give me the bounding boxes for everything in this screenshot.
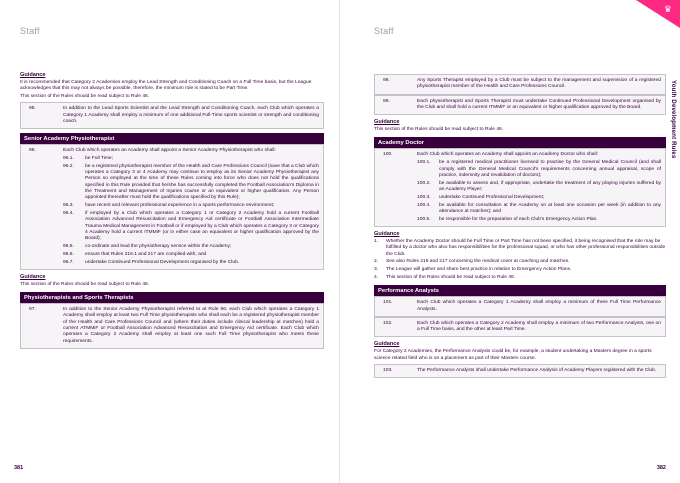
sub-rule-number: 96.2. [63, 163, 74, 169]
page-number-left: 381 [14, 465, 24, 471]
sub-rule-number: 96.3. [63, 203, 74, 209]
guidance-text: This section of the Rules should be read subject to Rule 46. [20, 94, 150, 100]
sub-rule [63, 244, 319, 250]
guidance-item [374, 275, 666, 281]
rule-text: The Performance Analysts shall undertake Performance Analysis of Academy Players registered with the Club. [417, 368, 657, 374]
guidance-item-text: Whether the Academy Doctor should be Full Time or Part Time has not been specified, it being recognised that the role may be fulfilled by a doctor who also has responsibilities for the professional squad, or who has other professional responsibilities outside the Club. [386, 238, 666, 257]
rule-text: In addition to the Senior Academy Physiotherapist referred to at Rule 96, each Club which operates a Category 1 Academy shall employ at least two Full Time physiotherapists who shall each be a registered physiotherapist member of the Health and Care Professions Council and (where their duties include clinical leadership at matches) hold a current ATMMiF or Football Association Advanced Resuscitation and Emergency Aid certificate. Each Club which operates a Category 2 Academy shall employ at least one such Full Time physiotherapist who meets these requirements. [63, 307, 319, 344]
rule-98 [374, 74, 666, 95]
rule-100 [374, 148, 666, 226]
sub-rule-number: 96.5. [63, 243, 74, 249]
sub-rule-text: be available for consultation at the Academy on at least one occasion per week (in addition to any attendance at matches); and [439, 202, 661, 214]
guidance-item-text: The League will gather and share best practice in relation to Emergency Action Plans. [386, 267, 572, 273]
guidance-heading: Guidance [374, 230, 400, 237]
rule-text: Each Club which operates a Category 1 Academy shall employ a minimum of three Full Time Performance Analysts. [417, 300, 661, 312]
rule-number: 100. [383, 152, 393, 158]
sub-rule-number: 96.4. [63, 210, 74, 216]
rule-intro: Each Club which operates an Academy shall appoint a Senior Academy Physiotherapist who shall: [63, 148, 276, 154]
rule-97 [20, 303, 324, 349]
sub-rule-text: ensure that Rules 216.1 and 217 are complied with; and [85, 251, 207, 257]
section-heading-senior-physio: Senior Academy Physiotherapist [20, 133, 324, 144]
sub-rule-text: undertake Continued Professional Development organised by the Club. [85, 259, 240, 265]
sub-rule-number: 100.3. [417, 194, 431, 200]
vertical-section-title: Youth Development Rules [670, 80, 676, 159]
rule-number: 99. [383, 98, 390, 104]
left-page-content [20, 70, 324, 353]
sub-rule-number: 96.6. [63, 251, 74, 257]
sub-rule [63, 260, 319, 266]
guidance-heading: Guidance [20, 72, 46, 78]
sub-rule [63, 203, 319, 209]
sub-rule [417, 181, 661, 194]
guidance-text: This section of the Rules should be read subject to Rule 46. [20, 281, 150, 287]
guidance-heading: Guidance [374, 119, 400, 126]
rule-96 [20, 144, 324, 270]
rule-102 [374, 317, 666, 338]
sub-rule [417, 203, 661, 216]
guidance-item-text: See also Rules 216 and 217 concerning the medical cover at coaching and matches. [386, 259, 570, 265]
left-page-header: Staff [20, 26, 40, 36]
right-page [340, 0, 680, 483]
sub-rule-text: be Full Time; [85, 156, 113, 162]
sub-rule-number: 100.4. [417, 202, 431, 208]
sub-rule [63, 156, 319, 162]
guidance-item-number: 3. [374, 267, 379, 273]
sub-rule-text: undertake Continued Professional Development; [439, 194, 545, 200]
rule-101 [374, 296, 666, 317]
section-heading-physiotherapists: Physiotherapists and Sports Therapists [20, 292, 324, 303]
rule-number: 95. [29, 106, 36, 112]
sub-rule [417, 217, 661, 223]
sub-rule-text: have recent and relevant professional experience in a sports performance environment; [85, 203, 275, 209]
rule-intro: Each Club which operates an Academy shall appoint an Academy Doctor who shall: [417, 152, 599, 158]
rule-text: In addition to the Lead Sports Scientist and the Lead Strength and Conditioning Coach, each Club which operates a Category 1 Academy shall employ a minimum of one additional Full-Time sports scientist or strength and conditioning coach. [63, 106, 319, 124]
section-heading-performance-analysts: Performance Analysts [374, 285, 666, 296]
guidance-heading: Guidance [374, 341, 400, 348]
sub-rule [63, 164, 319, 202]
sub-rule [63, 252, 319, 258]
crown-icon: ♛ [663, 4, 672, 14]
sub-rule-number: 100.5. [417, 216, 431, 222]
right-page-content [374, 74, 666, 382]
guidance-item [374, 239, 666, 258]
sub-rule-number: 100.1. [417, 160, 431, 166]
sub-rule-text: be a registered physiotherapist member of the Health and Care Professions Council (save that a Club which operates a Category 3 or 4 Academy may continue to employ as its Senior Academy Physiotherapist any Person so employed at the time of these Rules coming into force who does not hold the qualifications specified in this Rule provided that he/she has successfully completed the Football Association's Diploma in the Treatment and Management of Injuries course or an equivalent or higher qualification. Any Person appointed thereafter must hold the qualifications specified by this Rule); [85, 163, 319, 201]
sub-rule-text: be a registered medical practitioner licensed to practise by the General Medical Council (and shall comply with the General Medical Council's requirements concerning annual appraisal, scope of practice, indemnity and revalidation of doctors); [439, 160, 661, 178]
rule-number: 98. [383, 78, 390, 83]
sub-rule-number: 96.7. [63, 259, 74, 265]
guidance-text: For Category 2 Academies, the Performance Analysts could be, for example, a student undertaking a Masters degree in a sports science related field who is on a placement as part of their Masters course. [374, 349, 652, 361]
sub-rule-text: be responsible for the preparation of each Club's Emergency Action Plan. [439, 216, 598, 222]
guidance-item-number: 2. [374, 259, 379, 265]
guidance-item-text: This section of the Rules should be read subject to Rule 46. [386, 274, 516, 280]
guidance-item-number: 1. [374, 238, 379, 244]
rule-95 [20, 102, 324, 129]
rule-body [417, 152, 661, 222]
rule-99 [374, 95, 666, 116]
rule-103 [374, 364, 666, 378]
sub-rule [417, 195, 661, 201]
corner-accent [636, 0, 680, 28]
rule-text: Each Club which operates a Category 2 Academy shall employ a minimum of two Performance Analysts, one on a Full Time basis, and the other at least Part Time. [417, 320, 661, 333]
rule-text: Each physiotherapist and Sports Therapist must undertake Continued Professional Development organised by the Club and shall hold a current ITMMiF or an equivalent or higher qualification approved by the Board. [417, 98, 661, 110]
sub-rule [63, 211, 319, 242]
rule-number: 96. [29, 148, 36, 154]
guidance-item [374, 267, 666, 273]
sub-rule-number: 100.2. [417, 180, 431, 186]
sub-rule-text: be available to assess and, if appropriate, undertake the treatment of any playing injuries suffered by an Academy Player; [439, 180, 661, 192]
sub-rule-text: co-ordinate and lead the physiotherapy service within the Academy; [85, 243, 232, 249]
sub-rule [417, 160, 661, 179]
sub-rule-number: 96.1. [63, 156, 74, 162]
guidance-text: This section of the Rules should be read subject to Rule 46. [374, 127, 504, 133]
rule-number: 101. [383, 300, 393, 306]
rule-number: 97. [29, 307, 36, 313]
rule-number: 103. [383, 368, 393, 374]
page-number-right: 382 [656, 465, 666, 471]
section-heading-academy-doctor: Academy Doctor [374, 137, 666, 148]
rule-number: 102. [383, 320, 393, 326]
guidance-item-number: 4. [374, 274, 379, 280]
guidance-item [374, 259, 666, 265]
sub-rule-text: if employed by a Club which operates a Category 1 or Category 2 Academy hold a current Football Association Advanced Resuscitation and Emergency Aid certificate or Football Association Intermediate Trauma Medical Management in Football or if employed by a Club which operates a Category 3 or Category 4 Academy hold a current ITMMiF (or in either case an equivalent or higher qualification approved by the Board); [85, 210, 319, 242]
right-page-header: Staff [374, 26, 394, 36]
guidance-heading: Guidance [20, 273, 46, 280]
rule-text: Any Sports Therapist employed by a Club must be subject to the management and supervision of a registered physiotherapist member of the Health and Care Professions Council. [417, 78, 661, 90]
guidance-text: It is recommended that Category 2 Academies employ the Lead Strength and Conditioning Coach on a Full Time basis, but the League acknowledges that this may not always be possible, therefore, the minimum role is stated to be Part Time. [20, 80, 312, 92]
rule-body [63, 148, 319, 266]
